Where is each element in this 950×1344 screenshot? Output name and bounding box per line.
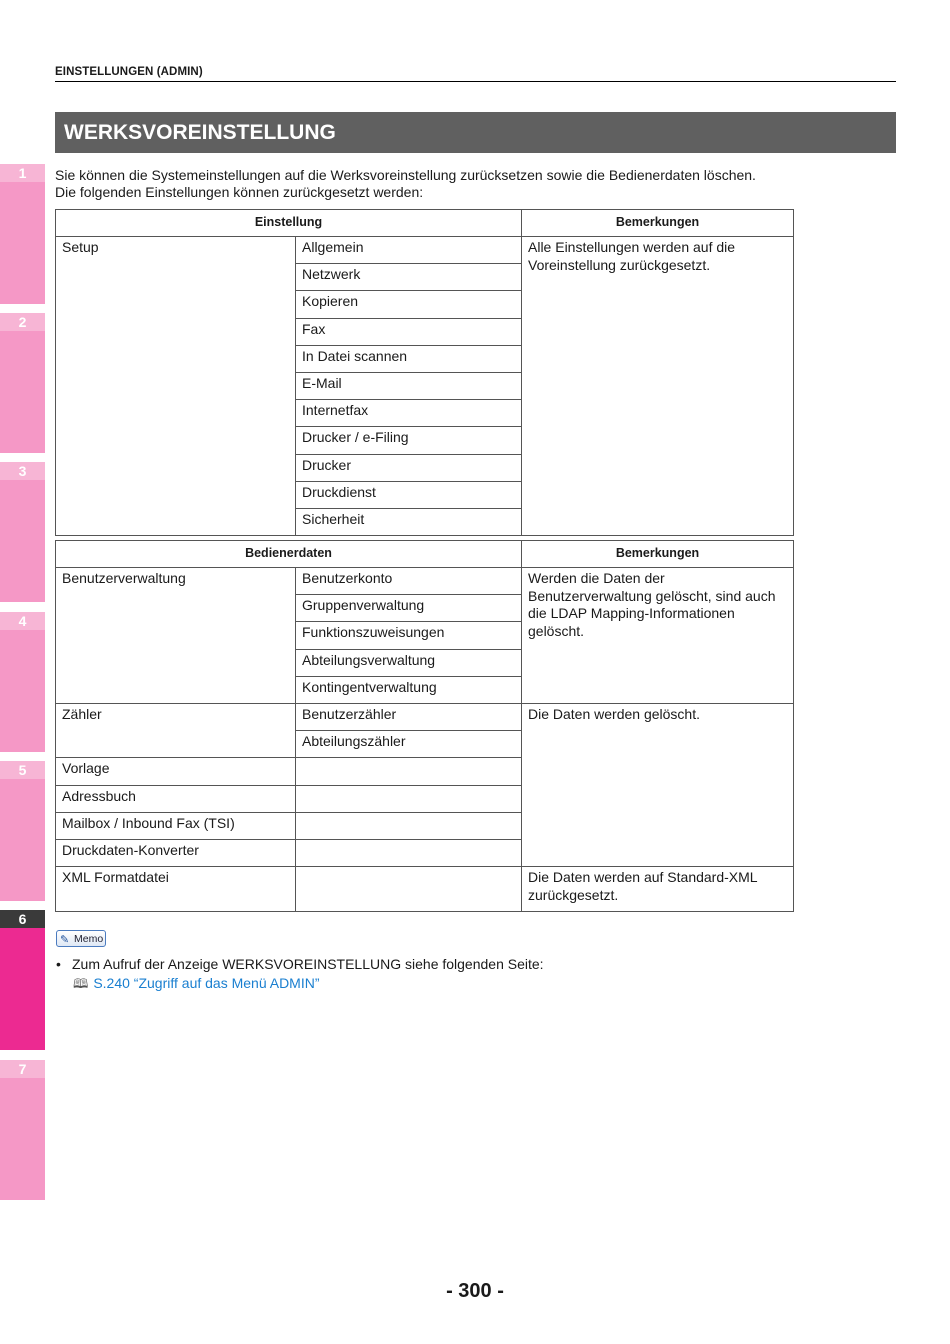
table-header-row xyxy=(56,541,794,568)
item-cell: Gruppenverwaltung xyxy=(296,595,522,622)
remark-cell: Die Daten werden auf Standard-XML zurückgesetzt. xyxy=(522,867,794,912)
item-cell: Funktionszuweisungen xyxy=(296,622,522,649)
remark-cell: Alle Einstellungen werden auf die Voreinstellung zurückgesetzt. xyxy=(522,237,794,536)
item-cell: Benutzerkonto xyxy=(296,568,522,595)
chapter-tab-number: 7 xyxy=(0,1060,45,1078)
header-remarks: Bemerkungen xyxy=(522,541,794,568)
intro-text xyxy=(55,167,885,201)
item-cell: Abteilungsverwaltung xyxy=(296,649,522,676)
operator-data-table xyxy=(55,540,794,912)
chapter-tab-number: 6 xyxy=(0,910,45,928)
group-cell: Benutzerverwaltung xyxy=(56,568,296,704)
group-cell: Vorlage xyxy=(56,758,296,785)
chapter-tab-6[interactable] xyxy=(0,910,45,1050)
table-row xyxy=(56,703,794,730)
item-cell: Kontingentverwaltung xyxy=(296,676,522,703)
empty-cell xyxy=(296,785,522,812)
group-cell: Mailbox / Inbound Fax (TSI) xyxy=(56,812,296,839)
pencil-icon: ✎ xyxy=(60,934,70,946)
item-cell: Internetfax xyxy=(296,400,522,427)
chapter-tab-4[interactable] xyxy=(0,612,45,752)
item-cell: Benutzerzähler xyxy=(296,703,522,730)
chapter-tab-2[interactable] xyxy=(0,313,45,453)
memo-bullet xyxy=(56,956,544,973)
running-header: EINSTELLUNGEN (ADMIN) xyxy=(55,66,896,82)
page-number: - 300 - xyxy=(446,1280,504,1302)
empty-cell xyxy=(296,867,522,912)
chapter-tab-1[interactable] xyxy=(0,164,45,304)
group-cell: Zähler xyxy=(56,703,296,757)
table-row xyxy=(56,867,794,912)
book-icon: 🕮 xyxy=(73,976,89,991)
item-cell: Abteilungszähler xyxy=(296,731,522,758)
group-cell: Adressbuch xyxy=(56,785,296,812)
chapter-tab-number: 1 xyxy=(0,164,45,182)
empty-cell xyxy=(296,758,522,785)
settings-table xyxy=(55,209,794,536)
table-header-row xyxy=(56,210,794,237)
page-title: WERKSVOREINSTELLUNG xyxy=(55,112,896,153)
header-remarks: Bemerkungen xyxy=(522,210,794,237)
chapter-tab-3[interactable] xyxy=(0,462,45,602)
memo-label: Memo xyxy=(74,933,104,945)
item-cell: Netzwerk xyxy=(296,264,522,291)
chapter-tab-7[interactable] xyxy=(0,1060,45,1200)
chapter-tab-number: 2 xyxy=(0,313,45,331)
item-cell: Kopieren xyxy=(296,291,522,318)
table-row xyxy=(56,237,794,264)
item-cell: Drucker / e-Filing xyxy=(296,427,522,454)
memo-bullet-text: Zum Aufruf der Anzeige WERKSVOREINSTELLUNG siehe folgenden Seite: xyxy=(72,956,544,972)
item-cell: Allgemein xyxy=(296,237,522,264)
intro-line-1: Sie können die Systemeinstellungen auf die Werksvoreinstellung zurücksetzen sowie die Bedienerdaten löschen. xyxy=(55,167,756,183)
table-row xyxy=(56,568,794,595)
remark-cell: Die Daten werden gelöscht. xyxy=(522,703,794,866)
group-cell: XML Formatdatei xyxy=(56,867,296,912)
empty-cell xyxy=(296,812,522,839)
chapter-tab-5[interactable] xyxy=(0,761,45,901)
item-cell: Sicherheit xyxy=(296,508,522,535)
item-cell: E-Mail xyxy=(296,372,522,399)
item-cell: In Datei scannen xyxy=(296,345,522,372)
header-setting: Einstellung xyxy=(56,210,522,237)
item-cell: Fax xyxy=(296,318,522,345)
item-cell: Druckdienst xyxy=(296,481,522,508)
header-operator-data: Bedienerdaten xyxy=(56,541,522,568)
item-cell: Drucker xyxy=(296,454,522,481)
empty-cell xyxy=(296,839,522,866)
memo-badge xyxy=(56,930,106,947)
remark-cell: Werden die Daten der Benutzerverwaltung gelöscht, sind auch die LDAP Mapping-Informationen gelöscht. xyxy=(522,568,794,704)
reference-link-text[interactable]: S.240 “Zugriff auf das Menü ADMIN” xyxy=(93,975,320,991)
chapter-tab-number: 4 xyxy=(0,612,45,630)
intro-line-2: Die folgenden Einstellungen können zurückgesetzt werden: xyxy=(55,184,424,200)
bullet-icon: • xyxy=(56,956,61,972)
reference-link[interactable] xyxy=(73,975,320,992)
group-cell: Druckdaten-Konverter xyxy=(56,839,296,866)
chapter-tab-number: 3 xyxy=(0,462,45,480)
group-cell: Setup xyxy=(56,237,296,536)
chapter-tab-number: 5 xyxy=(0,761,45,779)
